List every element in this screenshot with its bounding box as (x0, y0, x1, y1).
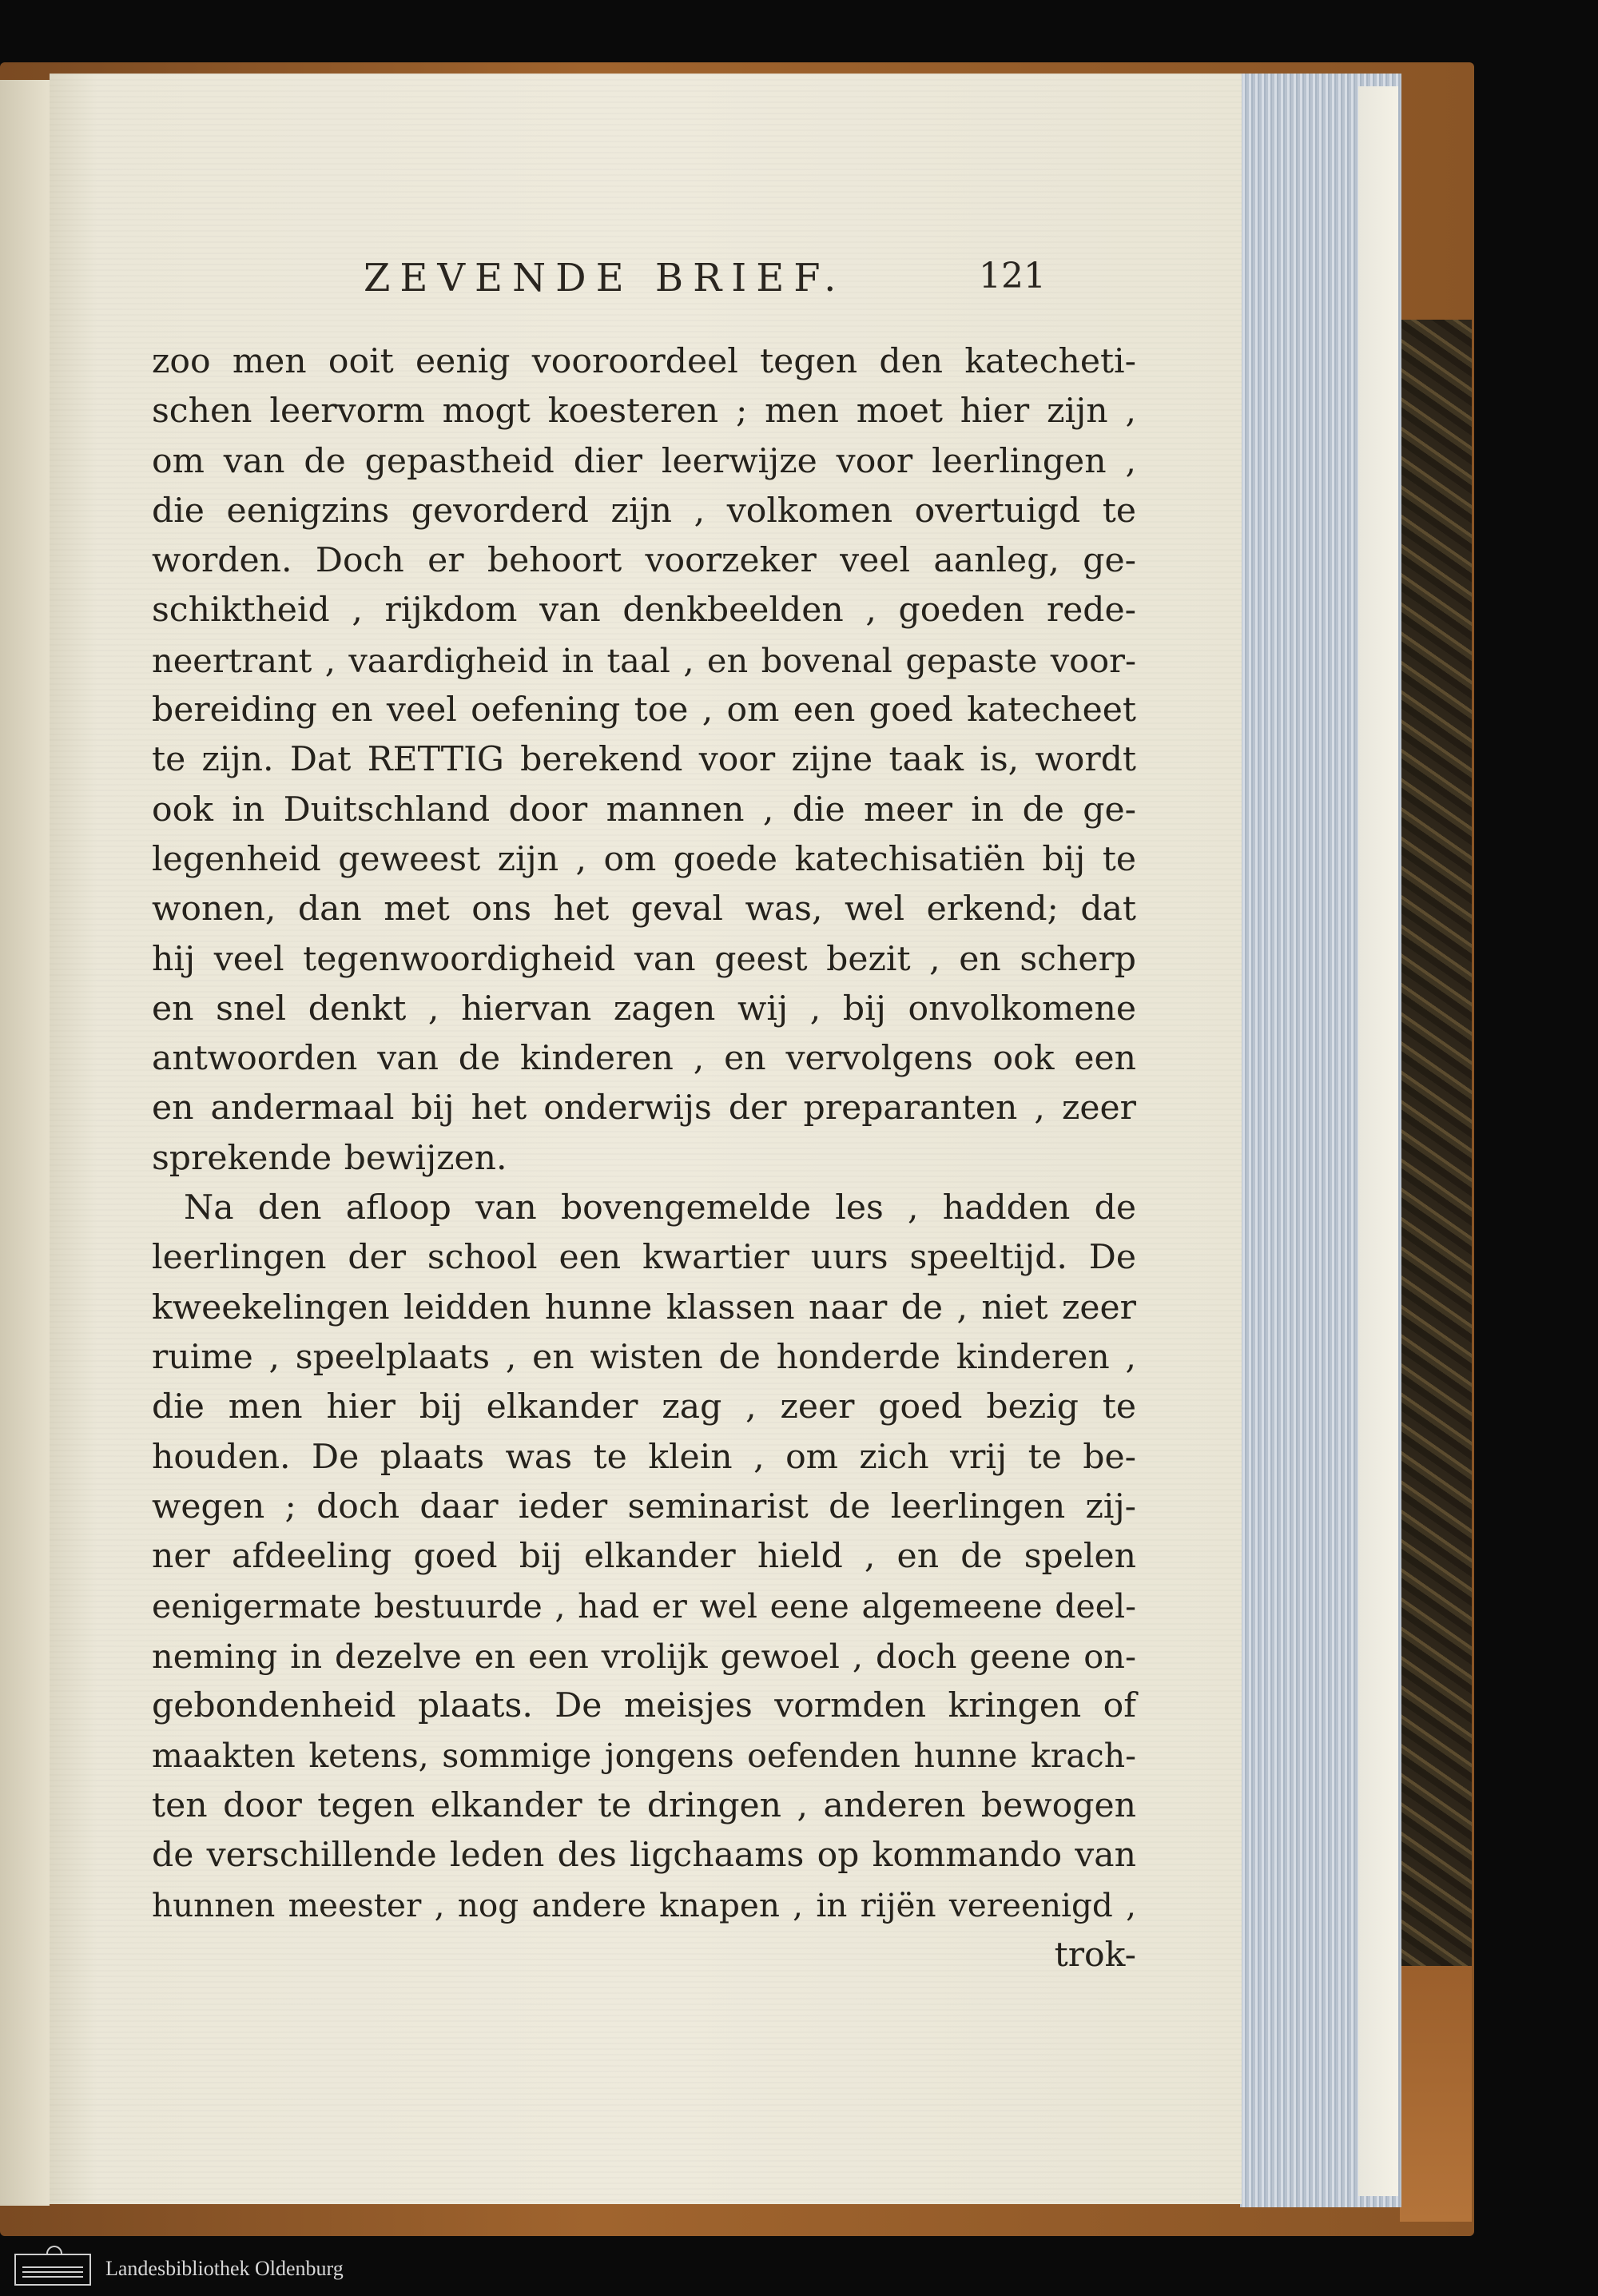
text-line: ook in Duitschland door mannen , die meer in de ge- (152, 790, 1136, 830)
text-line: neming in dezelve en een vrolijk gewoel , doch geene on- (152, 1636, 1136, 1676)
text-line: zoo men ooit eenig vooroordeel tegen den katecheti- (152, 342, 1136, 381)
text-line: hunnen meester , nog andere knapen , in rijën vereenigd , (152, 1886, 1136, 1925)
left-page-edge (0, 80, 50, 2206)
text-line-paragraph-start: Na den afloop van bovengemelde les , hadden de (184, 1188, 1136, 1228)
text-line: ruime , speelplaats , en wisten de honderde kinderen , (152, 1337, 1136, 1377)
library-building-icon (14, 2254, 91, 2286)
page-number: 121 (979, 256, 1046, 296)
text-line: kweekelingen leidden hunne klassen naar de , niet zeer (152, 1287, 1136, 1327)
text-line: de verschillende leden des ligchaams op kommando van (152, 1835, 1136, 1875)
text-line: te zijn. Dat RETTIG berekend voor zijne taak is, wordt (152, 740, 1136, 780)
text-line: schiktheid , rijkdom van denkbeelden , goeden rede- (152, 591, 1136, 631)
running-title: ZEVENDE BRIEF. (364, 256, 846, 300)
text-line: ner afdeeling goed bij elkander hield , en de spelen (152, 1537, 1136, 1577)
text-line: ten door tegen elkander te dringen , anderen bewogen (152, 1785, 1136, 1825)
text-line: eenigermate bestuurde , had er wel eene algemeene deel- (152, 1587, 1136, 1626)
text-line: houden. De plaats was te klein , om zich vrij te be- (152, 1437, 1136, 1477)
text-line: die men hier bij elkander zag , zeer goed bezig te (152, 1387, 1136, 1427)
text-line: neertrant , vaardigheid in taal , en bovenal gepaste voor- (152, 640, 1136, 680)
book-page (50, 74, 1242, 2204)
text-line: bereiding en veel oefening toe , om een goed katecheet (152, 690, 1136, 730)
text-line: wegen ; doch daar ieder seminarist de leerlingen zij- (152, 1486, 1136, 1526)
text-line: schen leervorm mogt koesteren ; men moet hier zijn , (152, 392, 1136, 432)
catchword: trok- (1054, 1935, 1136, 1975)
library-name: Landesbibliothek Oldenburg (105, 2257, 344, 2280)
text-line: om van de gepastheid dier leerwijze voor leerlingen , (152, 441, 1136, 481)
text-line: en snel denkt , hiervan zagen wij , bij onvolkomene (152, 989, 1136, 1029)
text-line: leerlingen der school een kwartier uurs speeltijd. De (152, 1238, 1136, 1278)
text-line: en andermaal bij het onderwijs der preparanten , zeer (152, 1088, 1136, 1128)
text-line: legenheid geweest zijn , om goede katechisatiën bij te (152, 839, 1136, 879)
text-line: hij veel tegenwoordigheid van geest bezit , en scherp (152, 939, 1136, 979)
marbled-board (1400, 320, 1472, 1966)
text-line: wonen, dan met ons het geval was, wel erkend; dat (152, 889, 1136, 929)
text-line: die eenigzins gevorderd zijn , volkomen overtuigd te (152, 491, 1136, 531)
text-line: maakten ketens, sommige jongens oefenden hunne krach- (152, 1737, 1136, 1776)
page-edge-highlight (1358, 86, 1398, 2196)
text-line: gebondenheid plaats. De meisjes vormden kringen of (152, 1686, 1136, 1726)
text-line-paragraph-end: sprekende bewijzen. (152, 1138, 507, 1178)
text-line: antwoorden van de kinderen , en vervolgens ook een (152, 1039, 1136, 1079)
body-text (152, 337, 1136, 1980)
leather-corner (1400, 1966, 1472, 2222)
footer-bar (0, 2244, 1598, 2296)
page-header (50, 256, 1242, 312)
text-line: worden. Doch er behoort voorzeker veel aanleg, ge- (152, 541, 1136, 581)
